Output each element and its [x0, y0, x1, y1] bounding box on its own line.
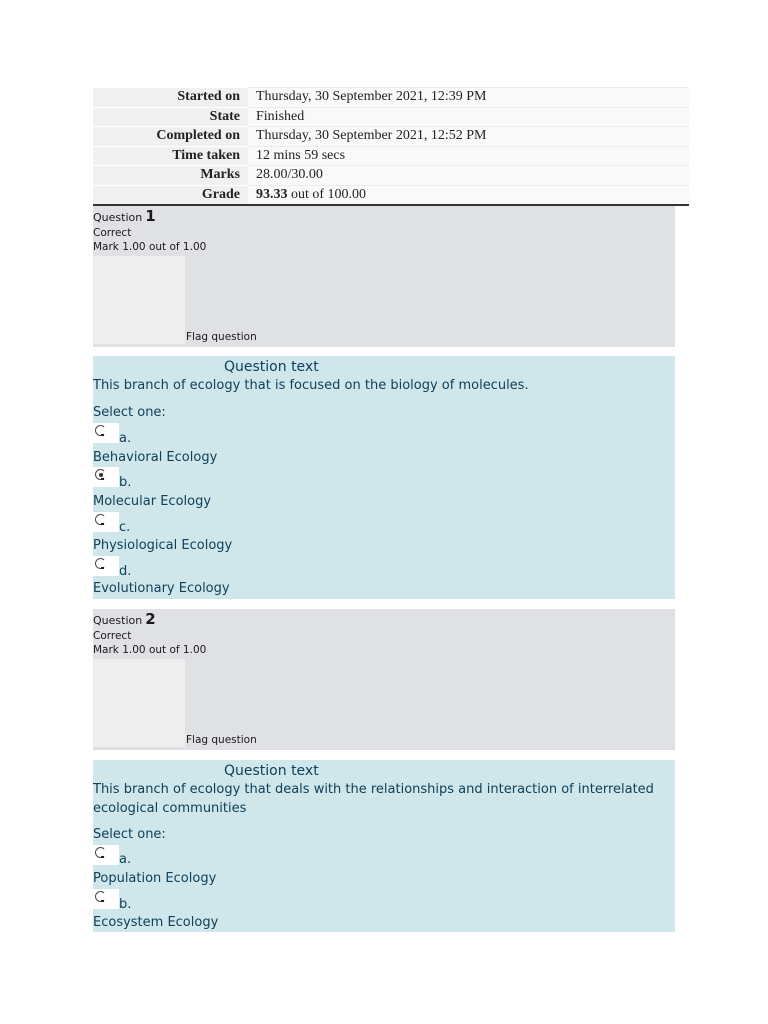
radio-button-icon[interactable] — [95, 425, 106, 436]
summary-label: Marks — [93, 166, 248, 186]
summary-value: Thursday, 30 September 2021, 12:52 PM — [248, 127, 689, 147]
answer-letter: a. — [119, 431, 132, 446]
answer-label[interactable]: Evolutionary Ecology — [93, 581, 230, 596]
radio-button-icon[interactable] — [95, 891, 106, 902]
summary-row-time-taken — [93, 146, 689, 166]
summary-value: 12 mins 59 secs — [248, 146, 689, 166]
answer-letter: a. — [119, 852, 132, 867]
answer-letter: d. — [119, 564, 132, 579]
question-content — [93, 356, 675, 599]
radio-button-selected-icon[interactable] — [95, 469, 106, 480]
select-one-label: Select one: — [93, 405, 166, 420]
radio-button-icon[interactable] — [95, 847, 106, 858]
summary-row-completed — [93, 127, 689, 147]
summary-row-state — [93, 107, 689, 127]
flag-area — [93, 659, 185, 747]
summary-row-grade — [93, 185, 689, 205]
question-state: Correct — [93, 227, 132, 239]
flag-area — [93, 256, 185, 344]
answer-option-a[interactable] — [93, 423, 119, 443]
question-text-heading: Question text — [224, 359, 319, 375]
answer-label[interactable]: Population Ecology — [93, 871, 217, 886]
question-state: Correct — [93, 630, 132, 642]
summary-label: Started on — [93, 88, 248, 108]
answer-label[interactable]: Physiological Ecology — [93, 538, 233, 553]
question-number: 2 — [145, 610, 156, 628]
question-info — [93, 206, 675, 347]
radio-button-icon[interactable] — [95, 514, 106, 525]
summary-row-marks — [93, 166, 689, 186]
summary-label: Time taken — [93, 146, 248, 166]
question-prefix: Question — [93, 211, 143, 224]
summary-label: Completed on — [93, 127, 248, 147]
question-text: This branch of ecology that is focused on the biology of molecules. — [93, 378, 529, 393]
question-mark: Mark 1.00 out of 1.00 — [93, 241, 207, 253]
flag-question-link[interactable]: Flag question — [186, 331, 257, 343]
summary-label: Grade — [93, 185, 248, 205]
summary-value: 28.00/30.00 — [248, 166, 689, 186]
summary-label: State — [93, 107, 248, 127]
answer-letter: b. — [119, 475, 132, 490]
answer-label[interactable]: Molecular Ecology — [93, 494, 212, 509]
answer-option-a[interactable] — [93, 845, 119, 865]
question-number: 1 — [145, 207, 156, 225]
answer-letter: b. — [119, 897, 132, 912]
question-text-heading: Question text — [224, 763, 319, 779]
question-info — [93, 609, 675, 750]
radio-button-icon[interactable] — [95, 558, 106, 569]
answer-letter: c. — [119, 520, 131, 535]
answer-option-b[interactable] — [93, 467, 119, 487]
answer-label[interactable]: Behavioral Ecology — [93, 450, 218, 465]
question-prefix: Question — [93, 614, 143, 627]
question-heading — [93, 610, 156, 630]
answer-label[interactable]: Ecosystem Ecology — [93, 915, 219, 930]
answer-option-d[interactable] — [93, 556, 119, 576]
question-heading — [93, 207, 156, 227]
summary-value — [248, 185, 689, 205]
question-content — [93, 760, 675, 932]
summary-value: Finished — [248, 107, 689, 127]
grade-value: 93.33 — [256, 186, 288, 202]
grade-suffix: out of 100.00 — [287, 186, 367, 202]
flag-question-link[interactable]: Flag question — [186, 734, 257, 746]
select-one-label: Select one: — [93, 827, 166, 842]
attempt-summary-table — [93, 87, 689, 206]
answer-option-c[interactable] — [93, 512, 119, 532]
question-text: This branch of ecology that deals with the relationships and interaction of interrelated ecological communities — [93, 782, 654, 816]
question-mark: Mark 1.00 out of 1.00 — [93, 644, 207, 656]
summary-value: Thursday, 30 September 2021, 12:39 PM — [248, 88, 689, 108]
answer-option-b[interactable] — [93, 889, 119, 909]
summary-row-started — [93, 88, 689, 108]
